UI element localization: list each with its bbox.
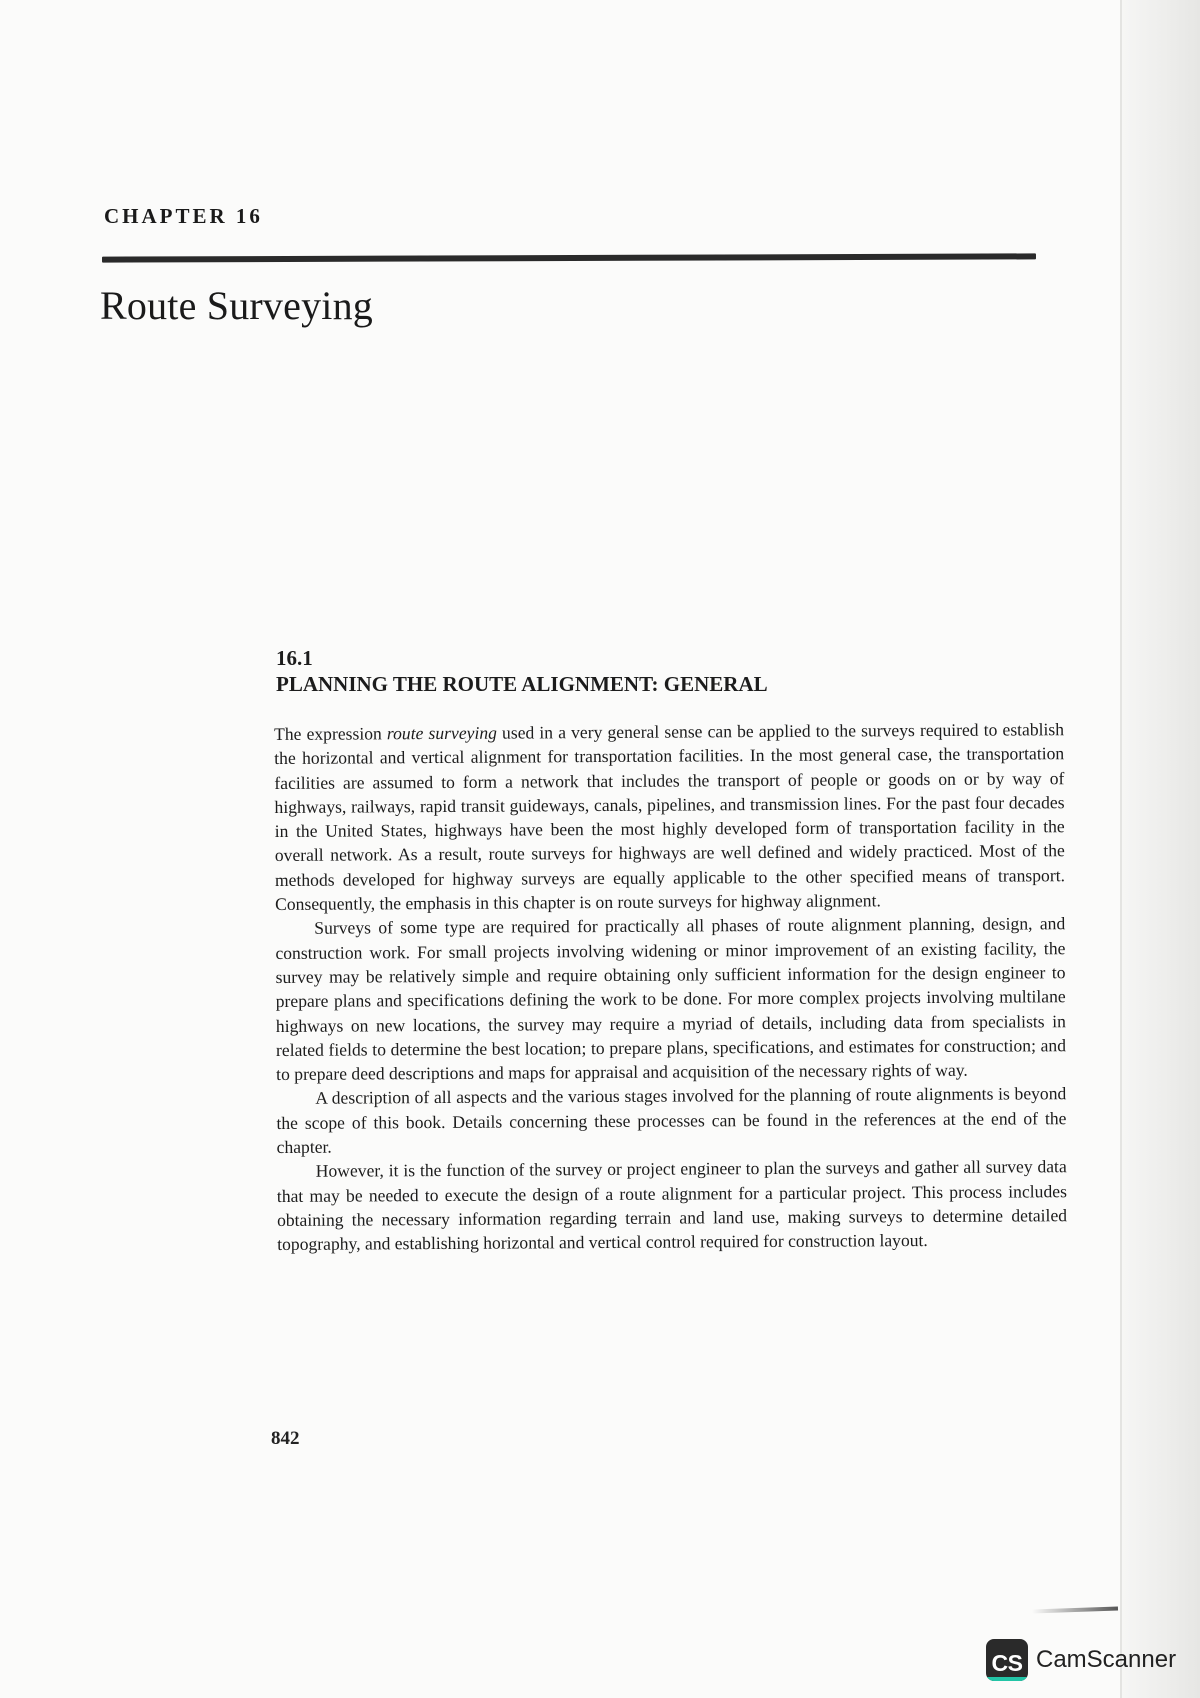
section-title: PLANNING THE ROUTE ALIGNMENT: GENERAL xyxy=(276,672,768,696)
section-heading xyxy=(276,645,1066,697)
paragraph-4: However, it is the function of the survey or project engineer to plan the surveys and gather all survey data that may be needed to execute the design of a route alignment for a particular project. This process includes obtaining the necessary information regarding terrain and land use, making surveys to determine detailed topography, and establishing horizontal and vertical control required for construction layout. xyxy=(276,1156,1068,1255)
scan-page-fold xyxy=(1120,0,1122,1698)
camscanner-watermark xyxy=(986,1638,1176,1682)
scan-page-edge xyxy=(1122,0,1200,1698)
paragraph-1-rest: used in a very general sense can be applied to the surveys required to establish the horizontal and vertical alignment for transportation facilities. In the most general case, the transportation facilities are assumed to form a network that includes the transport of people or goods on or by way of highways, railways, rapid transit guideways, canals, pipelines, and transmission lines. For the past four decades in the United States, highways have been the most highly developed form of transportation facility in the overall network. As a result, route surveys for highways are well defined and widely practiced. Most of the methods developed for highway surveys are equally applicable to the other specified means of transport. Consequently, the emphasis in this chapter is on route surveys for highway alignment. xyxy=(274,719,1066,915)
paragraph-2: Surveys of some type are required for practically all phases of route alignment planning, design, and construction work. For small projects involving widening or minor improvement of an existing facility, the survey may be relatively simple and require obtaining only sufficient information for the design engineer to prepare plans and specifications defining the work to be done. For more complex projects involving multilane highways on new locations, the survey may require a myriad of details, including data from specialists in related fields to determine the best location; to prepare plans, specifications, and estimates for construction; and to prepare deed descriptions and maps for appraisal and acquisition of the necessary rights of way. xyxy=(275,913,1067,1085)
paragraph-3: A description of all aspects and the various stages involved for the planning of route alignments is beyond the scope of this book. Details concerning these processes can be found in the references at the end of the chapter. xyxy=(276,1083,1067,1158)
paragraph-1-start: The expression xyxy=(274,723,387,744)
section-number: 16.1 xyxy=(276,646,313,670)
paragraph-1 xyxy=(274,717,1065,916)
camscanner-name: CamScanner xyxy=(1036,1646,1177,1673)
chapter-label: CHAPTER 16 xyxy=(104,204,263,228)
chapter-title: Route Surveying xyxy=(100,283,373,328)
camscanner-logo-letters: CS xyxy=(991,1650,1023,1676)
chapter-rule xyxy=(102,253,1036,262)
scan-edge-mark xyxy=(1032,1607,1118,1614)
camscanner-logo-icon xyxy=(986,1639,1028,1681)
paragraph-1-italic-term: route surveying xyxy=(386,722,497,744)
page-number: 842 xyxy=(271,1428,300,1449)
body-text xyxy=(274,717,1067,1256)
